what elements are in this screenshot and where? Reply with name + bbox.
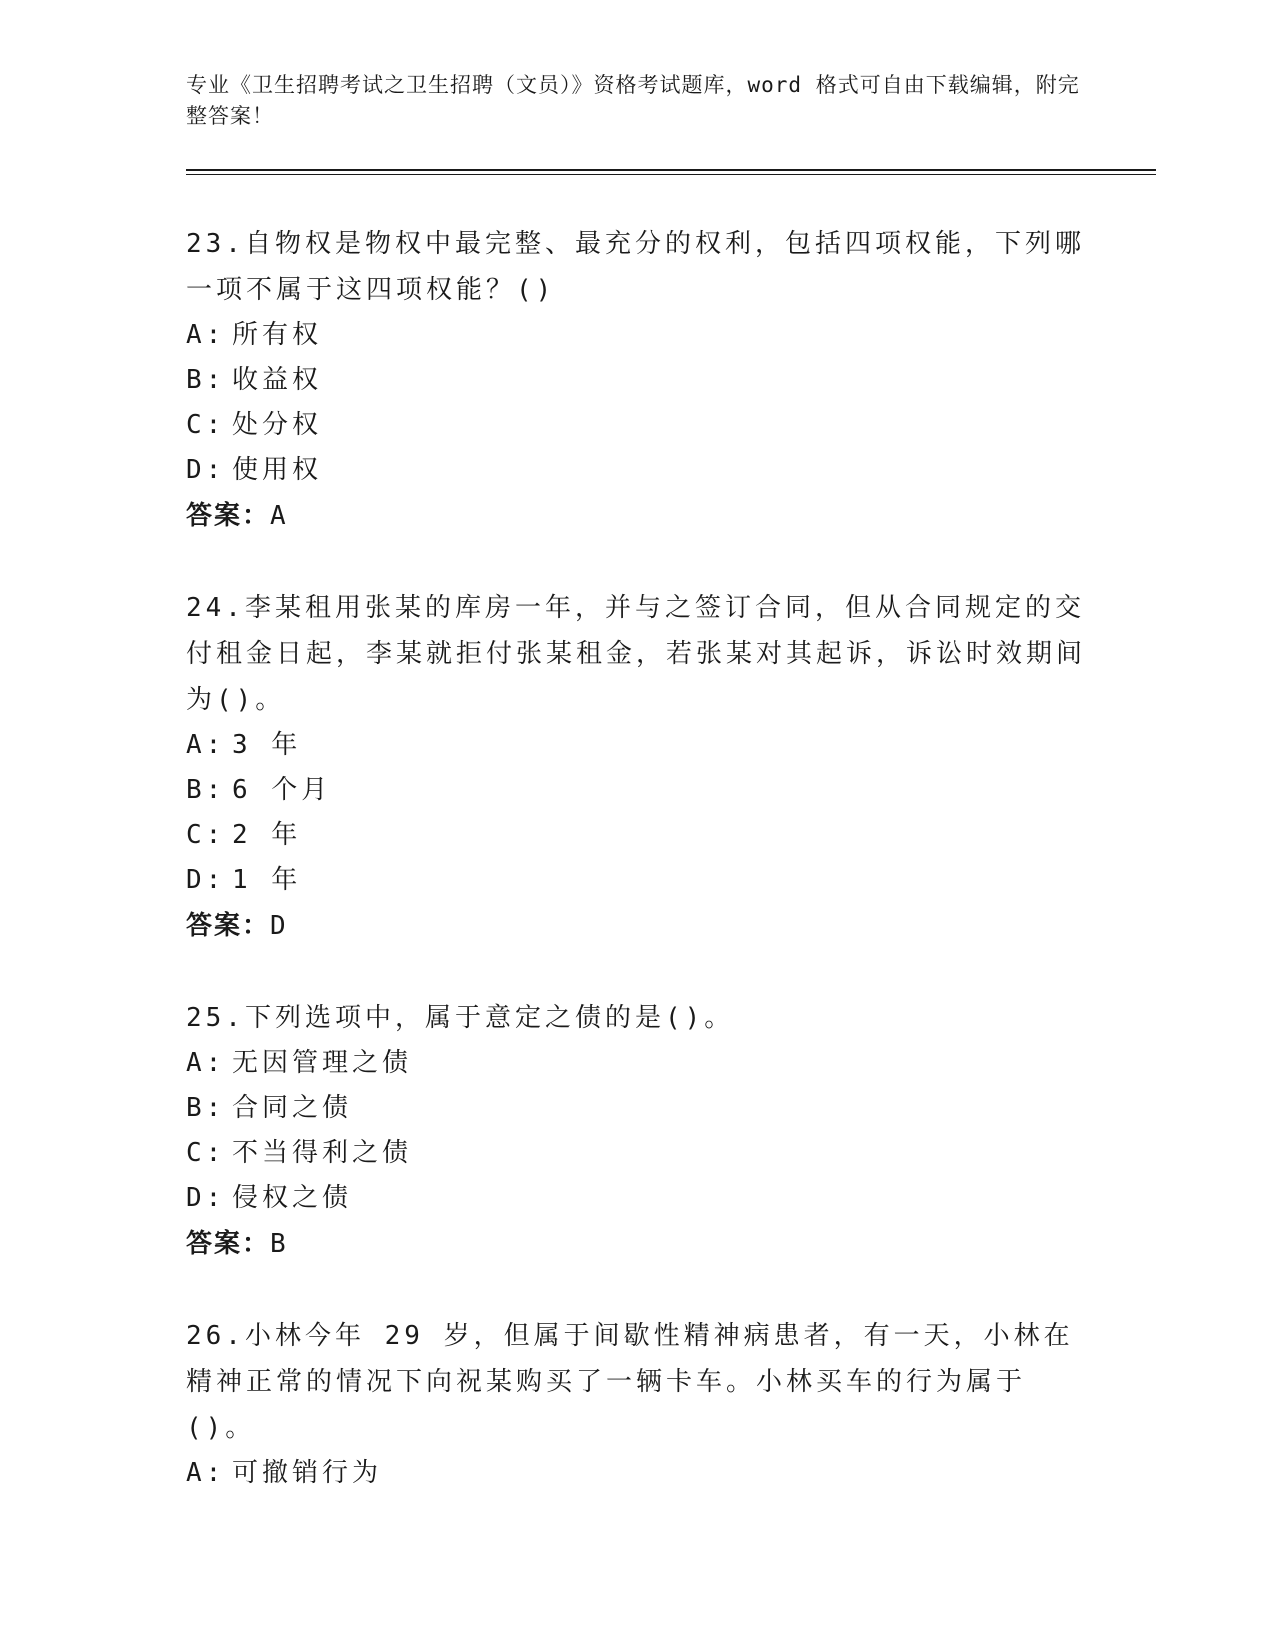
answer-label: 答案：	[186, 911, 271, 941]
option-d	[186, 448, 1156, 493]
option-letter: B:	[186, 1093, 226, 1123]
option-text: 3 年	[232, 730, 302, 760]
option-b	[186, 1086, 1156, 1131]
question-26	[186, 1313, 1156, 1496]
option-letter: B:	[186, 775, 226, 805]
option-letter: B:	[186, 365, 226, 395]
document-intro: 专业《卫生招聘考试之卫生招聘（文员）》资格考试题库，word 格式可自由下载编辑，附完整答案！	[186, 73, 1080, 128]
option-text: 所有权	[232, 320, 323, 350]
answer-label: 答案：	[186, 1229, 271, 1259]
answer-line	[186, 903, 1156, 949]
option-letter: C:	[186, 1138, 226, 1168]
question-24	[186, 585, 1156, 949]
option-text: 侵权之债	[232, 1183, 353, 1213]
option-text: 2 年	[232, 820, 302, 850]
option-text: 收益权	[232, 365, 323, 395]
question-stem: 24.李某租用张某的库房一年，并与之签订合同，但从合同规定的交付租金日起，李某就拒付张某租金，若张某对其起诉，诉讼时效期间为()。	[186, 593, 1087, 715]
option-text: 可撤销行为	[232, 1458, 383, 1488]
option-c	[186, 1131, 1156, 1176]
answer-value: D	[270, 911, 288, 941]
question-23	[186, 221, 1156, 539]
option-b	[186, 768, 1156, 813]
header-divider	[186, 169, 1156, 175]
question-stem: 26.小林今年 29 岁，但属于间歇性精神病患者，有一天，小林在精神正常的情况下向祝某购买了一辆卡车。小林买车的行为属于()。	[186, 1321, 1074, 1443]
option-letter: A:	[186, 1458, 226, 1488]
option-d	[186, 858, 1156, 903]
option-text: 处分权	[232, 410, 323, 440]
answer-line	[186, 1221, 1156, 1267]
question-stem: 25.下列选项中，属于意定之债的是()。	[186, 1003, 735, 1033]
option-text: 合同之债	[232, 1093, 353, 1123]
option-letter: C:	[186, 820, 226, 850]
answer-line	[186, 493, 1156, 539]
option-c	[186, 403, 1156, 448]
option-letter: A:	[186, 320, 226, 350]
option-a	[186, 1041, 1156, 1086]
option-letter: A:	[186, 730, 226, 760]
option-letter: A:	[186, 1048, 226, 1078]
option-letter: D:	[186, 865, 226, 895]
question-stem: 23.自物权是物权中最完整、最充分的权利，包括四项权能，下列哪一项不属于这四项权能？()	[186, 229, 1085, 305]
option-letter: D:	[186, 1183, 226, 1213]
option-text: 使用权	[232, 455, 323, 485]
option-b	[186, 358, 1156, 403]
option-c	[186, 813, 1156, 858]
option-letter: C:	[186, 410, 226, 440]
option-letter: D:	[186, 455, 226, 485]
option-text: 不当得利之债	[232, 1138, 413, 1168]
document-page	[186, 70, 1156, 1496]
option-text: 无因管理之债	[232, 1048, 413, 1078]
option-text: 6 个月	[232, 775, 332, 805]
option-d	[186, 1176, 1156, 1221]
option-a	[186, 723, 1156, 768]
question-25	[186, 995, 1156, 1267]
answer-value: B	[270, 1229, 288, 1259]
option-a	[186, 1451, 1156, 1496]
option-a	[186, 313, 1156, 358]
answer-value: A	[270, 501, 288, 531]
option-text: 1 年	[232, 865, 302, 895]
answer-label: 答案：	[186, 501, 271, 531]
